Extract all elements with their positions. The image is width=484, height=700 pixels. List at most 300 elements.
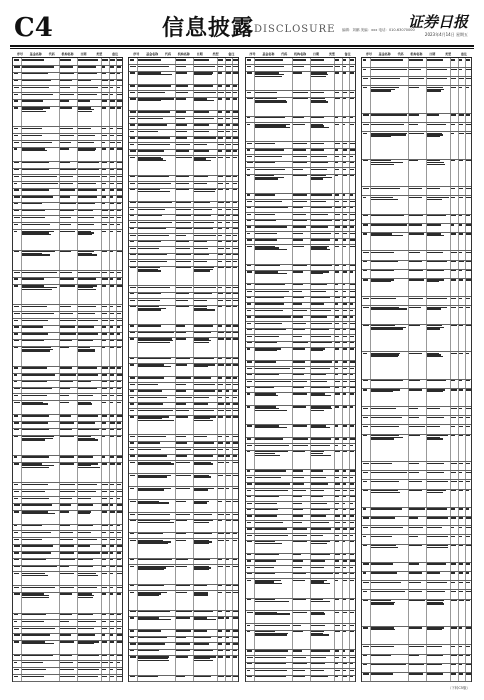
- table-cell: [218, 442, 224, 446]
- text-line: [311, 194, 333, 195]
- text-line: [466, 481, 470, 482]
- text-line: [226, 150, 231, 151]
- table-cell: [233, 234, 239, 238]
- table-cell: [451, 187, 457, 194]
- text-line: [335, 246, 339, 247]
- table-cell: [176, 208, 192, 212]
- table-cell: [335, 534, 341, 538]
- text-line: [247, 207, 252, 208]
- text-line: [451, 591, 457, 592]
- table-cell: [311, 329, 333, 333]
- text-line: [60, 320, 76, 321]
- table-cell: [451, 224, 457, 231]
- text-line: [60, 333, 76, 334]
- text-line: [117, 628, 121, 629]
- header-cell: 类型: [96, 52, 103, 56]
- text-line: [117, 676, 122, 677]
- text-line: [226, 390, 229, 391]
- table-cell: [22, 251, 58, 270]
- table-cell: [130, 130, 136, 134]
- text-line: [102, 135, 107, 136]
- text-line: [427, 252, 443, 253]
- table-cell: [130, 630, 136, 634]
- table-cell: [226, 254, 231, 258]
- table-cell: [311, 226, 333, 230]
- table-cell: [226, 306, 231, 323]
- table-row: [129, 473, 238, 487]
- table-cell: [110, 196, 115, 201]
- text-line: [255, 445, 290, 446]
- text-line: [409, 572, 422, 573]
- table-cell: [335, 239, 341, 243]
- table-cell: [176, 533, 192, 537]
- text-line: [176, 410, 189, 411]
- text-line: [350, 496, 356, 497]
- table-cell: [350, 624, 356, 628]
- text-line: [110, 231, 113, 232]
- table-cell: [255, 650, 291, 654]
- text-line: [311, 496, 324, 497]
- text-line: [110, 169, 114, 170]
- table-cell: [311, 149, 333, 153]
- text-line: [60, 231, 75, 232]
- text-line: [311, 59, 324, 60]
- table-cell: [466, 261, 472, 268]
- table-cell: [350, 168, 356, 172]
- text-line: [138, 332, 173, 333]
- table-cell: [255, 335, 291, 339]
- text-line: [466, 582, 470, 583]
- text-line: [138, 59, 160, 60]
- table-cell: [102, 203, 108, 208]
- table-cell: [130, 143, 136, 147]
- text-line: [102, 587, 107, 588]
- table-cell: [247, 599, 253, 610]
- table-cell: [130, 565, 136, 582]
- text-line: [138, 595, 159, 596]
- table-cell: [102, 80, 108, 85]
- table-cell: [343, 631, 348, 648]
- table-cell: [247, 425, 253, 436]
- text-line: [22, 643, 54, 644]
- text-line: [130, 475, 134, 476]
- text-line: [102, 183, 106, 184]
- table-cell: [110, 93, 115, 98]
- text-line: [371, 391, 393, 392]
- table-cell: [14, 429, 20, 434]
- table-cell: [130, 221, 136, 225]
- table-cell: [218, 487, 224, 498]
- table-cell: [343, 91, 348, 95]
- table-cell: [102, 422, 108, 427]
- table-cell: [311, 213, 333, 217]
- table-cell: [60, 655, 76, 660]
- table-cell: [255, 361, 291, 365]
- table-row: [129, 155, 238, 175]
- text-line: [311, 613, 325, 614]
- text-line: [218, 215, 224, 216]
- table-cell: [14, 59, 20, 64]
- table-cell: [78, 367, 100, 372]
- table-cell: [247, 489, 253, 493]
- table-cell: [350, 566, 356, 570]
- table-cell: [226, 435, 231, 439]
- text-line: [343, 214, 348, 215]
- table-cell: [335, 149, 341, 153]
- text-line: [255, 59, 283, 60]
- text-line: [311, 554, 331, 555]
- table-cell: [409, 563, 425, 570]
- table-cell: [293, 554, 309, 558]
- table-cell: [427, 600, 449, 625]
- text-line: [218, 157, 223, 158]
- table-cell: [233, 254, 239, 258]
- table-cell: [343, 624, 348, 628]
- text-line: [459, 463, 463, 464]
- table-cell: [311, 663, 333, 667]
- table-cell: [138, 293, 174, 297]
- table-cell: [14, 86, 20, 91]
- table-cell: [343, 265, 348, 269]
- table-cell: [176, 383, 192, 387]
- text-line: [335, 509, 338, 510]
- text-line: [451, 270, 456, 271]
- text-line: [293, 271, 303, 272]
- table-cell: [247, 438, 253, 442]
- table-cell: [117, 73, 123, 78]
- text-line: [176, 131, 186, 132]
- table-row: [362, 351, 471, 379]
- table-cell: [78, 525, 100, 530]
- text-line: [255, 214, 276, 215]
- table-cell: [138, 325, 174, 329]
- text-line: [293, 393, 307, 394]
- text-line: [117, 415, 123, 416]
- table-cell: [459, 526, 464, 533]
- table-cell: [102, 367, 108, 372]
- text-line: [110, 573, 113, 574]
- text-line: [102, 545, 106, 546]
- text-line: [14, 128, 18, 129]
- table-cell: [218, 182, 224, 186]
- table-cell: [255, 566, 291, 570]
- text-line: [14, 429, 19, 430]
- table-cell: [311, 611, 333, 622]
- text-line: [117, 593, 121, 594]
- table-cell: [117, 305, 123, 310]
- table-cell: [22, 189, 58, 194]
- table-cell: [335, 91, 341, 95]
- text-line: [194, 160, 210, 161]
- text-line: [22, 210, 45, 211]
- table-cell: [176, 325, 192, 329]
- text-line: [110, 621, 114, 622]
- table-cell: [226, 332, 231, 336]
- table-cell: [343, 155, 348, 159]
- table-cell: [130, 656, 136, 673]
- text-line: [459, 224, 462, 225]
- text-line: [110, 539, 115, 540]
- table-cell: [138, 474, 174, 485]
- text-line: [218, 592, 222, 593]
- table-cell: [176, 91, 192, 95]
- table-cell: [194, 487, 216, 498]
- table-cell: [102, 388, 108, 393]
- text-line: [343, 233, 347, 234]
- header-cell: 代码: [164, 52, 171, 56]
- table-cell: [247, 348, 253, 359]
- text-line: [350, 175, 354, 176]
- table-cell: [451, 508, 457, 515]
- table-row: [129, 188, 238, 202]
- text-line: [22, 350, 50, 351]
- text-line: [350, 509, 355, 510]
- text-line: [371, 90, 392, 91]
- text-line: [218, 540, 224, 541]
- table-cell: [371, 86, 407, 111]
- text-line: [78, 374, 98, 375]
- text-line: [176, 92, 188, 93]
- text-line: [138, 619, 170, 620]
- text-line: [78, 313, 95, 314]
- table-cell: [14, 319, 20, 324]
- text-line: [60, 59, 71, 60]
- text-line: [247, 59, 251, 60]
- table-row: [129, 337, 238, 357]
- text-line: [343, 284, 346, 285]
- text-line: [293, 162, 308, 163]
- table-cell: [459, 508, 464, 515]
- text-line: [226, 358, 231, 359]
- table-cell: [247, 213, 253, 217]
- table-cell: [117, 552, 123, 557]
- text-line: [343, 342, 348, 343]
- table-row: [129, 460, 238, 474]
- table-cell: [130, 215, 136, 219]
- text-line: [176, 364, 187, 365]
- text-line: [427, 508, 447, 509]
- text-line: [22, 203, 42, 204]
- text-line: [138, 449, 161, 450]
- text-line: [60, 545, 74, 546]
- text-line: [110, 59, 115, 60]
- text-line: [233, 287, 238, 288]
- text-line: [130, 559, 134, 560]
- text-line: [226, 215, 230, 216]
- text-line: [466, 252, 471, 253]
- table-row: [362, 626, 471, 645]
- table-cell: [350, 521, 356, 525]
- text-line: [459, 69, 462, 70]
- text-line: [226, 384, 230, 385]
- table-cell: [409, 389, 425, 405]
- table-cell: [14, 107, 20, 126]
- text-line: [130, 403, 134, 404]
- table-cell: [60, 66, 76, 71]
- table-cell: [247, 290, 253, 294]
- text-line: [311, 239, 331, 240]
- table-cell: [233, 650, 239, 654]
- text-line: [14, 587, 19, 588]
- text-line: [427, 591, 445, 592]
- text-line: [233, 111, 238, 112]
- text-line: [343, 98, 346, 99]
- table-cell: [350, 656, 356, 660]
- table-cell: [130, 247, 136, 251]
- text-line: [218, 585, 221, 586]
- table-cell: [110, 525, 115, 530]
- table-cell: [14, 93, 20, 98]
- text-line: [22, 429, 49, 430]
- text-line: [102, 559, 106, 560]
- table-cell: [117, 436, 123, 455]
- table-cell: [102, 175, 108, 180]
- table-cell: [311, 528, 333, 532]
- header-cell: 基金名称: [146, 52, 159, 56]
- table-cell: [343, 541, 348, 552]
- table-cell: [176, 474, 192, 485]
- table-cell: [311, 220, 333, 224]
- text-line: [138, 476, 167, 477]
- table-cell: [293, 489, 309, 493]
- text-line: [226, 416, 230, 417]
- table-cell: [14, 436, 20, 455]
- text-line: [60, 532, 73, 533]
- text-line: [363, 298, 369, 299]
- text-line: [60, 415, 71, 416]
- text-line: [466, 380, 470, 381]
- table-cell: [371, 480, 407, 487]
- text-line: [335, 336, 339, 337]
- text-line: [409, 87, 419, 88]
- table-cell: [14, 620, 20, 625]
- text-line: [14, 183, 17, 184]
- table-cell: [14, 497, 20, 502]
- table-cell: [176, 500, 192, 511]
- table-cell: [226, 111, 231, 115]
- text-line: [218, 390, 222, 391]
- table-cell: [138, 676, 174, 680]
- table-cell: [409, 590, 425, 597]
- text-line: [233, 475, 239, 476]
- table-cell: [78, 381, 100, 386]
- table-cell: [194, 130, 216, 134]
- text-line: [60, 511, 69, 512]
- text-line: [176, 59, 186, 60]
- table-cell: [350, 528, 356, 532]
- text-line: [335, 194, 339, 195]
- table-cell: [371, 435, 407, 460]
- text-line: [409, 307, 421, 308]
- text-line: [409, 490, 422, 491]
- table-cell: [293, 579, 309, 596]
- text-line: [255, 387, 275, 388]
- table-cell: [218, 611, 224, 615]
- table-cell: [409, 380, 425, 387]
- text-line: [130, 59, 134, 60]
- text-line: [293, 374, 304, 375]
- text-line: [194, 235, 216, 236]
- text-line: [218, 637, 222, 638]
- text-line: [14, 251, 19, 252]
- table-cell: [350, 663, 356, 667]
- text-line: [311, 583, 330, 584]
- text-line: [102, 395, 107, 396]
- text-line: [102, 388, 107, 389]
- table-cell: [117, 538, 123, 543]
- table-cell: [363, 655, 369, 662]
- text-line: [293, 117, 304, 118]
- text-line: [60, 504, 71, 505]
- table-row: [129, 590, 238, 610]
- table-cell: [194, 299, 216, 303]
- table-cell: [226, 390, 231, 394]
- text-line: [60, 210, 74, 211]
- table-cell: [255, 393, 291, 404]
- table-cell: [247, 393, 253, 404]
- text-line: [138, 611, 170, 612]
- table-cell: [130, 189, 136, 200]
- table-cell: [117, 388, 123, 393]
- text-line: [247, 175, 251, 176]
- table-cell: [293, 541, 309, 552]
- table-cell: [14, 305, 20, 310]
- table-cell: [293, 393, 309, 404]
- text-line: [293, 535, 307, 536]
- text-line: [247, 663, 253, 664]
- table-cell: [22, 627, 58, 632]
- table-cell: [14, 347, 20, 366]
- text-line: [335, 271, 340, 272]
- text-line: [459, 536, 462, 537]
- table-cell: [117, 127, 123, 132]
- text-line: [176, 332, 186, 333]
- table-cell: [459, 480, 464, 487]
- table-cell: [218, 403, 224, 407]
- table-cell: [117, 107, 123, 126]
- table-cell: [293, 155, 309, 159]
- text-line: [343, 265, 346, 266]
- table-cell: [194, 325, 216, 329]
- table-cell: [102, 271, 108, 276]
- text-line: [293, 329, 305, 330]
- table-cell: [247, 200, 253, 204]
- table-cell: [14, 312, 20, 317]
- text-line: [194, 403, 208, 404]
- table-cell: [226, 409, 231, 413]
- table-cell: [226, 455, 231, 459]
- table-cell: [138, 124, 174, 128]
- text-line: [371, 235, 403, 236]
- table-cell: [60, 141, 76, 146]
- header-cell: 基金名称: [262, 52, 275, 56]
- table-cell: [311, 476, 333, 480]
- table-cell: [343, 226, 348, 230]
- table-cell: [60, 340, 76, 345]
- table-cell: [138, 267, 174, 284]
- text-line: [14, 333, 18, 334]
- table-cell: [293, 207, 309, 211]
- text-line: [138, 569, 164, 570]
- text-line: [102, 402, 106, 403]
- table-cell: [350, 406, 356, 423]
- text-line: [459, 490, 463, 491]
- text-line: [371, 215, 404, 216]
- table-row: [13, 640, 122, 655]
- table-cell: [130, 202, 136, 206]
- table-cell: [451, 535, 457, 542]
- table-cell: [293, 91, 309, 95]
